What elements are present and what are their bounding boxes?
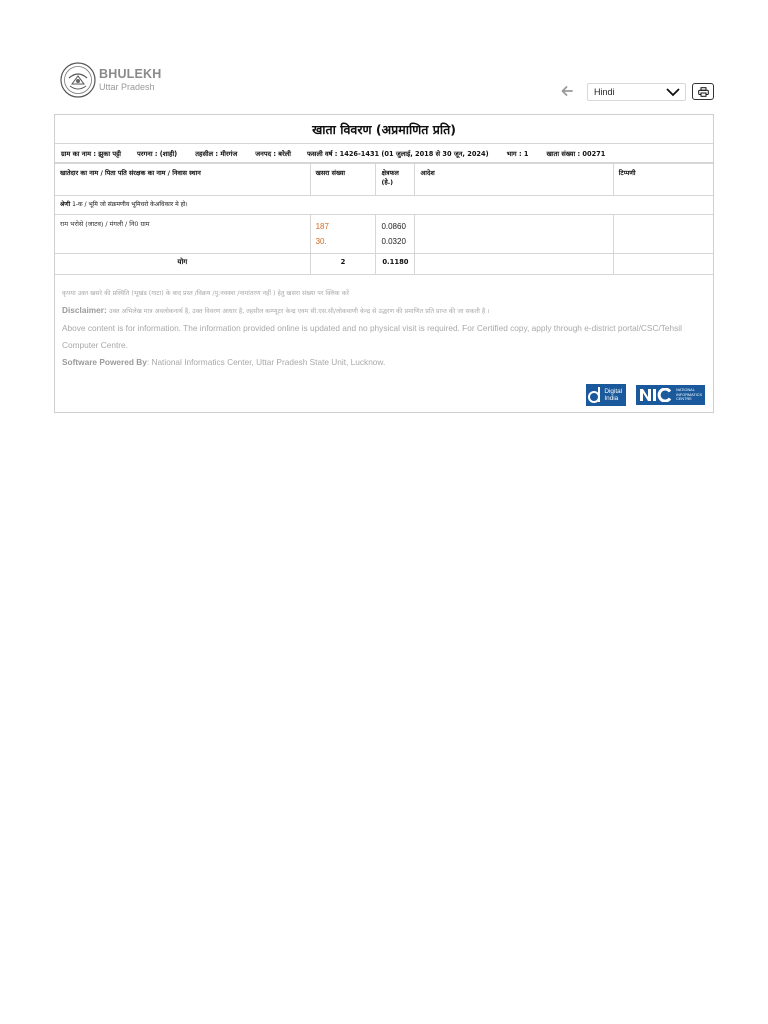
digital-india-line: India	[604, 395, 619, 402]
brand-name: BHULEKH	[99, 67, 162, 82]
footer-logos	[586, 384, 705, 406]
language-select[interactable]	[587, 83, 686, 101]
remark-cell	[613, 215, 713, 254]
area-cell	[376, 215, 415, 254]
khasra-cell	[310, 215, 376, 254]
khasra-link[interactable]: 30.	[315, 237, 327, 246]
up-emblem-icon	[60, 62, 96, 98]
total-khasra-count: 2	[310, 254, 376, 274]
total-area: 0.1180	[376, 254, 415, 274]
digital-india-icon	[588, 386, 602, 404]
digital-india-logo[interactable]	[586, 384, 626, 406]
bhag-number: भाग : 1	[506, 149, 529, 158]
tehsil-name: तहसील : मीरगंज	[195, 149, 238, 158]
khata-number: खाता संख्या : 00271	[546, 149, 606, 158]
digital-india-line: Digital	[604, 388, 623, 395]
brand-logo[interactable]	[60, 62, 162, 98]
nic-line: CENTRE	[676, 397, 692, 402]
category-label: श्रेणी	[60, 201, 71, 208]
total-remark-cell	[613, 254, 713, 274]
column-header-owner: खातेदार का नाम / पिता पति संरक्षक का नाम / निवास स्थान	[55, 164, 310, 196]
notes-section	[55, 274, 713, 371]
arrow-left-icon[interactable]	[560, 84, 574, 98]
total-order-cell	[415, 254, 613, 274]
column-header-order: आदेश	[415, 164, 613, 196]
printer-icon	[698, 87, 709, 97]
print-button[interactable]	[692, 83, 714, 100]
column-header-remark: टिप्पणी	[613, 164, 713, 196]
nic-icon	[639, 388, 673, 402]
village-name: ग्राम का नाम : झुका पट्टी	[61, 149, 122, 158]
column-header-khasra: खसरा संख्या	[310, 164, 376, 196]
chevron-down-icon	[665, 87, 681, 97]
total-row	[55, 254, 713, 274]
powered-by-text: : National Informatics Center, Uttar Pradesh State Unit, Lucknow.	[146, 356, 386, 367]
disclaimer-text: उक्त अभिलेख मात्र अवलोकनार्थ है, उक्त विवरण आधार है, तहसील कम्प्यूटर केन्द्र एवम सी.एस.सी/लोकवाणी केन्द्र से उद्धरण की प्रमाणित प्रति प्राप्त की जा सकती है ।	[109, 307, 490, 315]
order-cell	[415, 215, 613, 254]
powered-by	[62, 354, 706, 371]
table-header-row	[55, 164, 713, 196]
area-value: 0.0320	[381, 237, 406, 246]
owner-cell: राम भरोसे (जाटव) / मंगली / नि0 ग्राम	[55, 215, 310, 254]
nic-logo[interactable]	[636, 385, 705, 405]
disclaimer-label: Disclaimer:	[62, 304, 107, 315]
page-header	[0, 0, 768, 110]
nic-line: NATIONAL	[676, 388, 695, 393]
brand-subtitle: Uttar Pradesh	[99, 81, 155, 92]
area-value: 0.0860	[381, 222, 406, 231]
khasra-link[interactable]: 187	[315, 222, 329, 231]
column-header-area: क्षेत्रफल (हे.)	[376, 164, 415, 196]
table-row	[55, 215, 713, 254]
khata-meta-row	[55, 144, 713, 163]
district-name: जनपद : बरेली	[255, 149, 291, 158]
category-row	[55, 196, 713, 215]
information-text: Above content is for information. The information provided online is updated and no physical visit is required. For Certified copy, apply through e-district portal/CSC/Tehsil Computer Centre.	[62, 322, 682, 350]
page-title: खाता विवरण (अप्रमाणित प्रति)	[55, 115, 713, 144]
powered-by-label: Software Powered By	[62, 356, 147, 367]
language-select-value: Hindi	[594, 87, 615, 97]
category-text: 1-क / भूमि जो संक्रमणीय भूमिधरो केअधिकार मे हो।	[72, 201, 188, 208]
khata-table	[55, 163, 713, 274]
khata-details-panel	[54, 114, 714, 413]
fasli-year: फसली वर्ष : 1426-1431 (01 जुलाई, 2018 से 30 जून, 2024)	[306, 149, 489, 158]
pargana-name: परगना : (शाही)	[137, 149, 178, 158]
total-label: योग	[55, 254, 310, 274]
nic-line: INFORMATICS	[676, 392, 702, 397]
khasra-click-note: कृपया उक्त खसरे की प्रस्थिति (भूखंड (गाटा) के बाद प्रस्त /विक्रय /पु:नवक्श /नामांतरण नहीं ) हेतु खसरा संख्या पर क्लिक करें	[62, 289, 349, 297]
category-cell	[55, 196, 713, 215]
disclaimer	[62, 302, 706, 320]
